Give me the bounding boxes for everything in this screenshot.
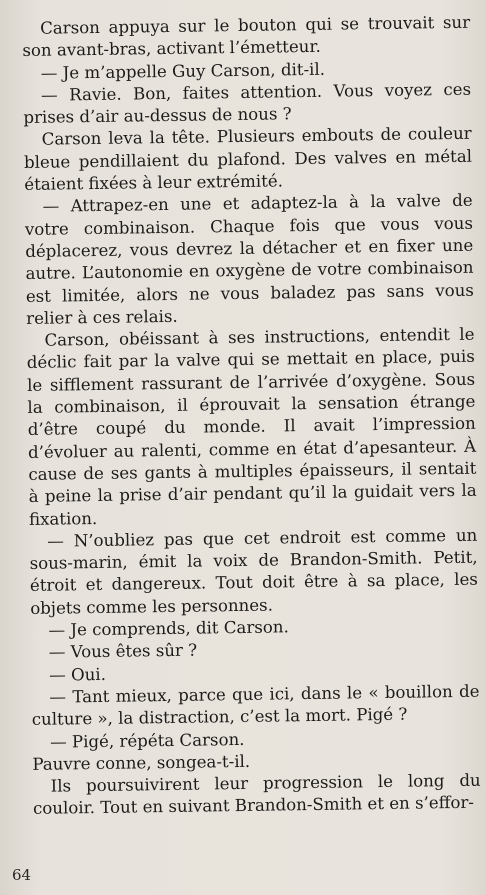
- page-number: 64: [12, 866, 32, 884]
- paragraph-2: — Je m’appelle Guy Carson, dit-il.: [40, 59, 326, 83]
- paragraph-6: Carson, obéissant à ses instructions, entendit le déclic fait par la valve qui se mettait en place, puis le sifflement rassurant de l’arrivée d’oxygène. Sous la combinaison, il éprouvait la sensation étrange d’être coupé du monde. Il avait l’impression d’évoluer au ralenti, comme en état d’apesanteur. À cause de ses gants à multiples épaisseurs, il sentait à peine la prise d’air pendant qu’il la guidait vers la fixation.: [26, 324, 477, 529]
- paragraph-14: Ils poursuivirent leur progression le long du couloir. Tout en suivant Brandon-Smith et en s’effor-: [32, 770, 481, 819]
- paragraph-8: — Je comprends, dit Carson.: [48, 617, 289, 640]
- body-text: [22, 12, 481, 821]
- paragraph-11: — Tant mieux, parce que ici, dans le « bouillon de culture », la distraction, c’est la mort. Pigé ?: [31, 681, 480, 730]
- paragraph-1: Carson appuya sur le bouton qui se trouvait sur son avant-bras, activant l’émetteur.: [22, 12, 471, 61]
- paragraph-12: — Pigé, répéta Carson.: [49, 729, 245, 752]
- paragraph-13: Pauvre conne, songea-t-il.: [32, 751, 251, 774]
- paragraph-4: Carson leva la tête. Plusieurs embouts de couleur bleue pendillaient du plafond. Des valves en métal étaient fixées à leur extrémité.: [23, 124, 473, 195]
- paragraph-5: — Attrapez-en une et adaptez-la à la valve de votre combinaison. Chaque fois que vous vous déplacerez, vous devrez la détacher et en fixer une autre. L’autonomie en oxygène de votre combinaison est limitée, alors ne vous baladez pas sans vous relier à ces relais.: [24, 191, 474, 328]
- paragraph-7: — N’oubliez pas que cet endroit est comme un sous-marin, émit la voix de Brandon-Smith. Petit, étroit et dangereux. Tout doit être à sa place, les objets comme les personnes.: [29, 525, 479, 618]
- paragraph-3: — Ravie. Bon, faites attention. Vous voyez ces prises d’air au-dessus de nous ?: [23, 79, 472, 128]
- paragraph-10: — Oui.: [49, 664, 107, 685]
- paragraph-9: — Vous êtes sûr ?: [48, 640, 198, 662]
